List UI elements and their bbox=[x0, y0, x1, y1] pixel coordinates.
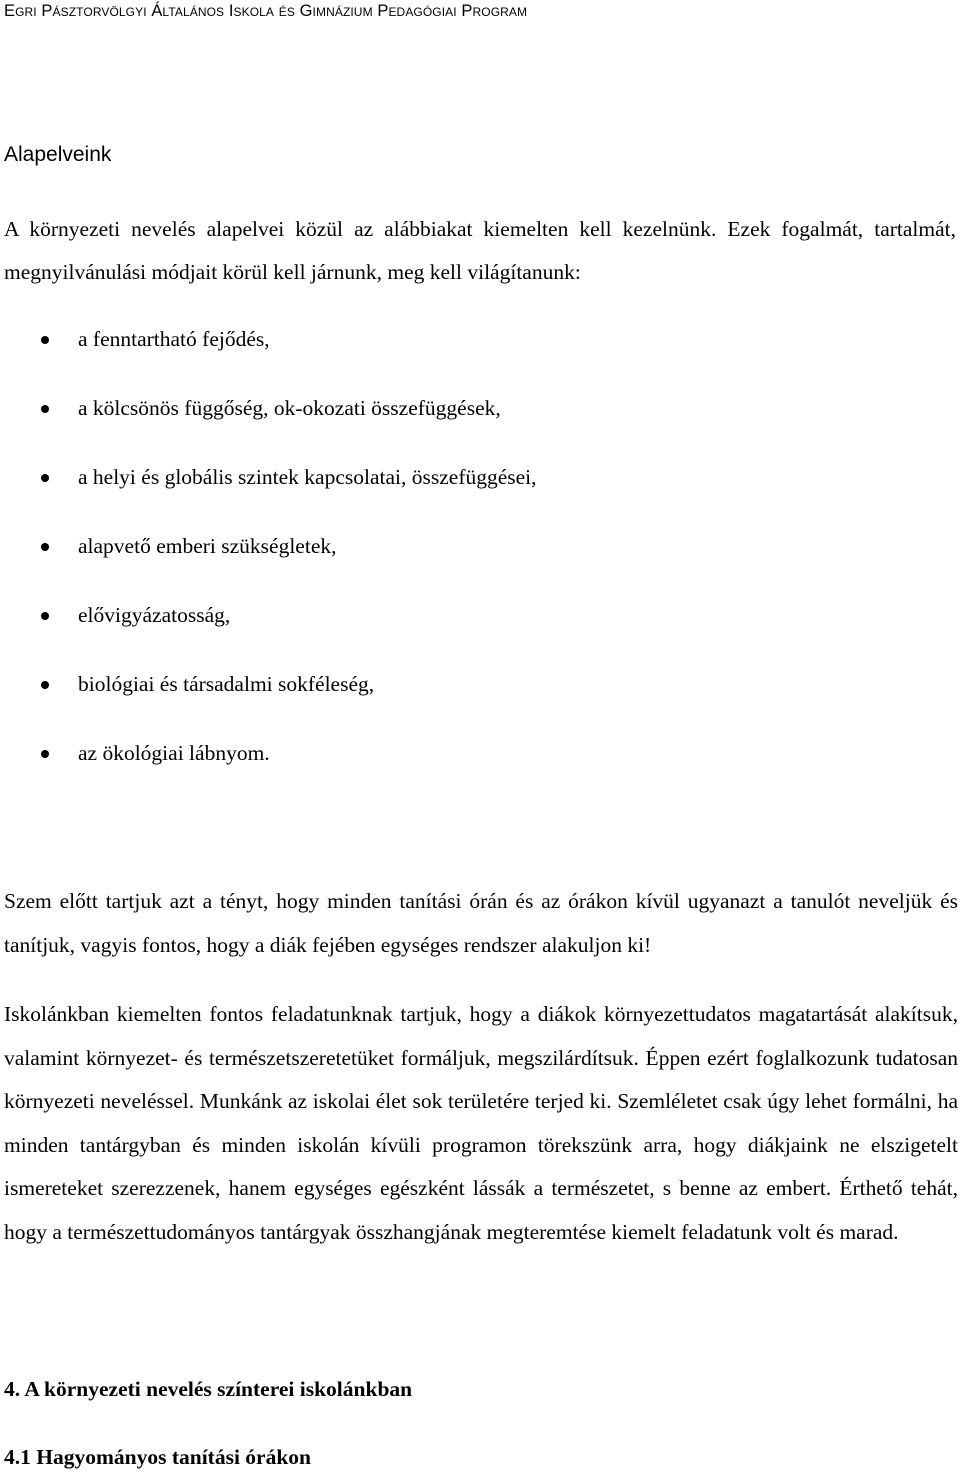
bullet-icon bbox=[41, 750, 49, 758]
list-item-text: a helyi és globális szintek kapcsolatai, összefüggései, bbox=[78, 465, 537, 489]
bullet-icon bbox=[41, 336, 49, 344]
list-item-text: elővigyázatosság, bbox=[78, 603, 231, 627]
paragraph-unified-system: Szem előtt tartjuk azt a tényt, hogy minden tanítási órán és az órákon kívül ugyanazt a tanulót neveljük és tanítjuk, vagyis fontos, hogy a diák fejében egységes rendszer alakuljon ki! bbox=[4, 889, 958, 957]
bullet-icon bbox=[41, 474, 49, 482]
list-item-text: biológiai és társadalmi sokféleség, bbox=[78, 672, 375, 696]
subchapter-heading: 4.1 Hagyományos tanítási órákon bbox=[4, 1445, 312, 1469]
paragraph-school-tasks: Iskolánkban kiemelten fontos feladatunknak tartjuk, hogy a diákok környezettudatos magatartását alakítsuk, valamint környezet- és természetszeretetüket formáljuk, megszilárdítsuk. Éppen ezért foglalkozunk tudatosan környezeti neveléssel. Munkánk az iskolai élet sok területére terjed ki. Szemléletet csak úgy lehet formálni, ha minden tantárgyban és minden iskolán kívüli programon törekszünk arra, hogy diákjaink ne elszigetelt ismereteket szerezzenek, hanem egységes egészként lássák a természetet, s benne az embert. Érthető tehát, hogy a természettudományos tantárgyak összhangjának megteremtése kiemelt feladatunk volt és marad. bbox=[4, 1002, 958, 1244]
bullet-icon bbox=[41, 612, 49, 620]
bullet-icon bbox=[41, 543, 49, 551]
list-item-text: az ökológiai lábnyom. bbox=[78, 741, 270, 765]
list-item-text: alapvető emberi szükségletek, bbox=[78, 534, 337, 558]
list-item-text: a fenntartható fejődés, bbox=[78, 327, 270, 351]
running-header: Egri Pásztorvölgyi Általános Iskola és Gimnázium Pedagógiai Program bbox=[4, 2, 528, 20]
chapter-heading: 4. A környezeti nevelés színterei iskolánkban bbox=[4, 1377, 413, 1401]
bullet-icon bbox=[41, 405, 49, 413]
section-title: Alapelveink bbox=[4, 143, 112, 166]
intro-paragraph: A környezeti nevelés alapelvei közül az alábbiakat kiemelten kell kezelnünk. Ezek fogalmát, tartalmát, megnyilvánulási módjait körül kell járnunk, meg kell világítanunk: bbox=[4, 217, 956, 284]
list-item-text: a kölcsönös függőség, ok-okozati összefüggések, bbox=[78, 396, 501, 420]
bullet-icon bbox=[41, 681, 49, 689]
